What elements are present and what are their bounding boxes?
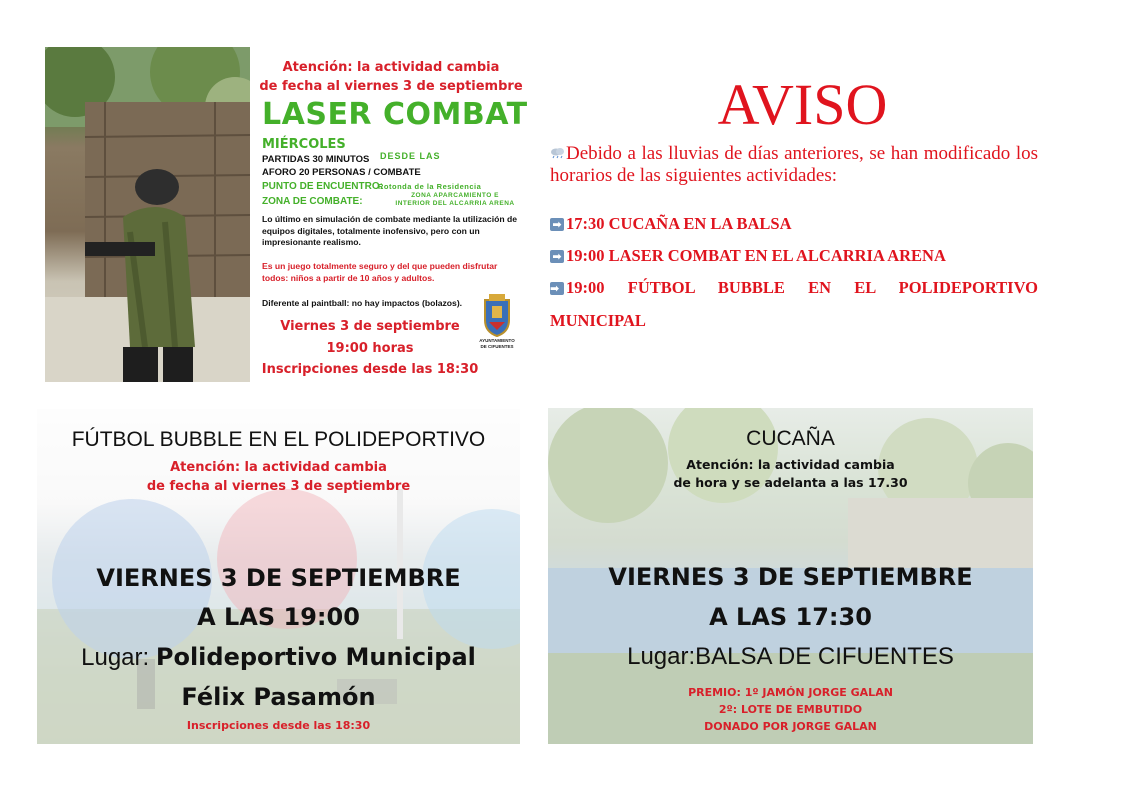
bubble-time: A LAS 19:00: [197, 603, 360, 631]
aviso-body: [550, 143, 1038, 187]
cucana-notice-line2: de hora y se adelanta a las 17.30: [673, 475, 908, 490]
cucana-premio1: PREMIO: 1º JAMÓN JORGE GALAN: [688, 686, 893, 699]
laser-zona-value2: INTERIOR DEL ALCARRIA ARENA: [395, 200, 515, 207]
laser-inscripciones: Inscripciones desde las 18:30: [261, 362, 479, 377]
laser-description: Lo último en simulación de combate mediante la utilización de equipos digitales, totalmente inofensivo, pero con un impresionante realismo.: [262, 214, 517, 247]
bubble-inscripciones: Inscripciones desde las 18:30: [186, 719, 371, 732]
aviso-item1-text: 17:30 CUCAÑA EN LA BALSA: [566, 214, 792, 233]
laser-time: 19:00 horas: [326, 341, 414, 356]
laser-desde: DESDE LAS: [380, 151, 441, 161]
laser-safe-text: Es un juego totalmente seguro y del que pueden disfrutar todos: niños a partir de 10 años y adultos.: [262, 261, 498, 283]
cucana-date: VIERNES 3 DE SEPTIEMBRE: [608, 563, 973, 591]
laser-zona-label: ZONA DE COMBATE:: [262, 196, 363, 207]
cucana-title: CUCAÑA: [746, 427, 835, 450]
cloud-rain-icon: [550, 147, 565, 159]
cucana-notice-line1: Atención: la actividad cambia: [686, 457, 895, 472]
laser-combat-poster: [45, 47, 532, 382]
ayuntamiento-line1: AYUNTAMIENTO: [479, 338, 515, 343]
aviso-item-cucana: [550, 207, 1038, 240]
bubble-date: VIERNES 3 DE SEPTIEMBRE: [96, 564, 461, 592]
laser-date: Viernes 3 de septiembre: [280, 319, 460, 334]
laser-notice: [250, 58, 532, 96]
bubble-lugar-value: Polideportivo Municipal: [155, 643, 476, 671]
aviso-item-bubble-cont: MUNICIPAL: [550, 311, 646, 330]
bubble-lugar: [37, 641, 520, 674]
laser-paintball-text: Diferente al paintball: no hay impactos (bolazos).: [262, 298, 463, 308]
bubble-lugar-label: Lugar:: [81, 644, 150, 671]
laser-partidas: PARTIDAS 30 MINUTOS: [262, 154, 370, 165]
aviso-body-text: Debido a las lluvias de días anteriores, se han modificado los horarios de las siguientes actividades:: [550, 143, 1038, 186]
arrow-right-icon: ➡: [550, 250, 564, 263]
laser-aforo: AFORO 20 PERSONAS / COMBATE: [262, 167, 421, 178]
laser-info-panel: [250, 47, 532, 382]
laser-day: MIÉRCOLES: [262, 137, 346, 152]
laser-encuentro-label: PUNTO DE ENCUENTRO:: [262, 181, 383, 192]
bubble-notice-line2: de fecha al viernes 3 de septiembre: [146, 479, 411, 494]
bubble-lugar-name: Félix Pasamón: [181, 683, 376, 711]
cucana-premio3: DONADO POR JORGE GALAN: [704, 720, 877, 733]
cucana-time: A LAS 17:30: [709, 603, 872, 631]
ayuntamiento-line2: DE CIFUENTES: [480, 344, 514, 349]
laser-notice-line2: de fecha al viernes 3 de septiembre: [259, 79, 523, 94]
laser-title: LASER COMBAT: [262, 97, 528, 132]
laser-player-photo: [45, 47, 250, 382]
cucana-premios: [548, 684, 1033, 735]
arrow-right-icon: ➡: [550, 218, 564, 231]
cucana-lugar: Lugar:BALSA DE CIFUENTES: [627, 643, 954, 670]
bubble-title: FÚTBOL BUBBLE EN EL POLIDEPORTIVO: [71, 428, 486, 451]
arrow-right-icon: ➡: [550, 282, 564, 295]
cucana-notice: [548, 456, 1033, 492]
bubble-notice: [37, 458, 520, 496]
laser-notice-line1: Atención: la actividad cambia: [282, 60, 500, 75]
laser-zona-value: [385, 192, 525, 208]
laser-encuentro-value: Rotonda de la Residencia: [378, 182, 482, 191]
aviso-item2-text: 19:00 LASER COMBAT EN EL ALCARRIA ARENA: [566, 246, 946, 265]
bubble-notice-line1: Atención: la actividad cambia: [170, 460, 387, 475]
aviso-item-bubble: [550, 271, 1038, 304]
laser-zona-value1: ZONA APARCAMIENTO E: [411, 192, 499, 199]
aviso-item-laser: [550, 239, 1038, 272]
cucana-poster: [548, 408, 1033, 744]
town-crest-icon: [477, 294, 517, 338]
aviso-item3-text: 19:00 FÚTBOL BUBBLE EN EL POLIDEPORTIVO: [566, 278, 1038, 297]
cucana-premio2: 2º: LOTE DE EMBUTIDO: [718, 703, 863, 716]
aviso-title: AVISO: [717, 72, 888, 137]
futbol-bubble-poster: [37, 409, 520, 744]
ayuntamiento-label: [468, 338, 526, 350]
